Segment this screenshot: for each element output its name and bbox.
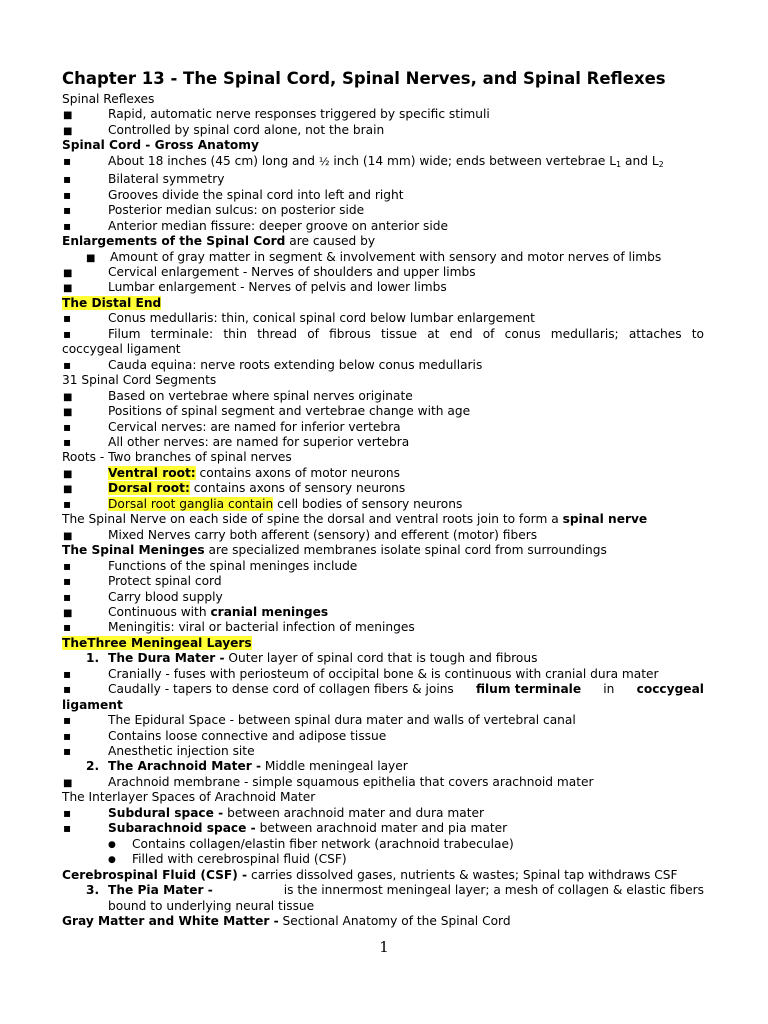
square-bullet-icon: ■ xyxy=(63,530,73,542)
list-item: ■ Rapid, automatic nerve responses triggered by specific stimuli xyxy=(62,107,704,122)
small-bullet-icon: ▪ xyxy=(63,172,72,187)
section-heading: Cerebrospinal Fluid (CSF) - carries dissolved gases, nutrients & wastes; Spinal tap withdraws CSF xyxy=(62,867,678,882)
list-item: ▪ Anterior median fissure: deeper groove on anterior side xyxy=(63,218,449,233)
square-bullet-icon: ■ xyxy=(63,777,73,789)
round-bullet-icon: ● xyxy=(108,855,116,866)
list-item: ▪ The Epidural Space - between spinal dura mater and walls of vertebral canal xyxy=(63,713,576,728)
numbered-item: 1. The Dura Mater - Outer layer of spinal cord that is tough and fibrous xyxy=(86,651,538,666)
list-item: ▪ Cranially - fuses with periosteum of occipital bone & is continuous with cranial dura mater xyxy=(63,666,659,681)
numbered-item: 3. The Pia Mater - is the innermost meningeal layer; a mesh of collagen & elastic fibers xyxy=(86,883,704,898)
list-item: ▪ Cervical nerves: are named for inferior vertebra xyxy=(63,419,401,434)
small-bullet-icon: ▪ xyxy=(63,218,72,233)
list-item: ▪ Grooves divide the spinal cord into left and right xyxy=(63,187,404,202)
small-bullet-icon: ▪ xyxy=(63,589,72,604)
small-bullet-icon: ▪ xyxy=(63,558,72,573)
small-bullet-icon: ▪ xyxy=(63,821,72,836)
list-item: ▪ All other nerves: are named for superior vertebra xyxy=(63,434,410,449)
list-item-continuation: ligament xyxy=(62,697,123,712)
small-bullet-icon: ▪ xyxy=(63,574,72,589)
list-item-continuation: coccygeal ligament xyxy=(62,342,181,357)
list-item: ▪ Conus medullaris: thin, conical spinal cord below lumbar enlargement xyxy=(63,311,535,326)
list-item: ▪ Filum terminale: thin thread of fibrous tissue at end of conus medullaris; attaches to xyxy=(63,326,704,341)
section-heading: Roots - Two branches of spinal nerves xyxy=(62,450,292,465)
section-heading: The Interlayer Spaces of Arachnoid Mater xyxy=(62,790,316,805)
small-bullet-icon: ▪ xyxy=(63,434,72,449)
square-bullet-icon: ■ xyxy=(63,407,73,419)
small-bullet-icon: ▪ xyxy=(63,496,72,511)
list-item: ■ Dorsal root: contains axons of sensory neurons xyxy=(62,481,704,496)
list-item: ■ Mixed Nerves carry both afferent (sensory) and efferent (motor) fibers xyxy=(62,528,704,543)
sub-list-item: ● Filled with cerebrospinal fluid (CSF) xyxy=(62,852,704,867)
section-heading: Spinal Cord - Gross Anatomy xyxy=(62,138,259,153)
list-item: ■ Positions of spinal segment and vertebrae change with age xyxy=(62,404,704,419)
square-bullet-icon: ■ xyxy=(63,283,73,295)
list-item: ▪ Subarachnoid space - between arachnoid mater and pia mater xyxy=(63,821,508,836)
document-page xyxy=(62,68,704,929)
list-item: ■ Based on vertebrae where spinal nerves originate xyxy=(62,389,704,404)
numbered-item: 2. The Arachnoid Mater - Middle meningeal layer xyxy=(86,759,408,774)
small-bullet-icon: ▪ xyxy=(63,187,72,202)
small-bullet-icon: ▪ xyxy=(63,713,72,728)
square-bullet-icon: ■ xyxy=(63,125,73,137)
list-item: ▪ Dorsal root ganglia contain cell bodies of sensory neurons xyxy=(63,496,463,511)
list-item: ▪ Bilateral symmetry xyxy=(63,172,225,187)
section-heading: Gray Matter and White Matter - Sectional Anatomy of the Spinal Cord xyxy=(62,914,511,929)
list-item: ▪ Subdural space - between arachnoid mater and dura mater xyxy=(63,805,484,820)
small-bullet-icon: ▪ xyxy=(63,311,72,326)
small-bullet-icon: ▪ xyxy=(63,744,72,759)
list-item: ■ Controlled by spinal cord alone, not the brain xyxy=(62,123,704,138)
section-heading: TheThree Meningeal Layers xyxy=(62,635,252,650)
small-bullet-icon: ▪ xyxy=(63,805,72,820)
list-item: ▪ Meningitis: viral or bacterial infection of meninges xyxy=(63,620,415,635)
numbered-item-continuation: bound to underlying neural tissue xyxy=(108,898,315,913)
section-heading: The Spinal Nerve on each side of spine the dorsal and ventral roots join to form a spinal nerve xyxy=(62,512,648,527)
list-item: ■ Arachnoid membrane - simple squamous epithelia that covers arachnoid mater xyxy=(62,775,704,790)
list-item: ▪ Contains loose connective and adipose tissue xyxy=(63,728,387,743)
sub-list-item: ● Contains collagen/elastin fiber network (arachnoid trabeculae) xyxy=(62,837,704,852)
small-bullet-icon: ▪ xyxy=(63,153,72,168)
page-number: 1 xyxy=(379,938,389,956)
small-bullet-icon: ▪ xyxy=(63,620,72,635)
small-bullet-icon: ▪ xyxy=(63,203,72,218)
square-bullet-icon: ■ xyxy=(63,391,73,403)
round-bullet-icon: ● xyxy=(108,839,116,850)
list-item: ■ Cervical enlargement - Nerves of shoulders and upper limbs xyxy=(62,265,704,280)
square-bullet-icon: ■ xyxy=(86,252,96,264)
section-heading: Enlargements of the Spinal Cord are caused by xyxy=(62,234,376,249)
list-item: ■ Amount of gray matter in segment & involvement with sensory and motor nerves of limbs xyxy=(62,250,704,265)
square-bullet-icon: ■ xyxy=(63,484,73,496)
square-bullet-icon: ■ xyxy=(63,110,73,122)
list-item: ▪ Caudally - tapers to dense cord of collagen fibers & joins filum terminale in coccygeal xyxy=(63,682,704,697)
section-heading: The Distal End xyxy=(62,295,162,310)
section-heading: The Spinal Meninges are specialized membranes isolate spinal cord from surroundings xyxy=(62,543,607,558)
list-item: ▪ Anesthetic injection site xyxy=(63,744,255,759)
small-bullet-icon: ▪ xyxy=(63,326,72,341)
list-item: ■ Ventral root: contains axons of motor neurons xyxy=(62,466,704,481)
list-item: ■ Continuous with cranial meninges xyxy=(62,605,704,620)
small-bullet-icon: ▪ xyxy=(63,728,72,743)
small-bullet-icon: ▪ xyxy=(63,682,72,697)
section-heading: 31 Spinal Cord Segments xyxy=(62,373,217,388)
section-heading: Spinal Reflexes xyxy=(62,92,155,106)
list-item: ▪ Cauda equina: nerve roots extending below conus medullaris xyxy=(63,357,483,372)
square-bullet-icon: ■ xyxy=(63,468,73,480)
list-item: ▪ Posterior median sulcus: on posterior side xyxy=(63,203,365,218)
list-item: ▪ About 18 inches (45 cm) long and ½ inch (14 mm) wide; ends between vertebrae $L_1$ and $L_2$ xyxy=(63,153,664,169)
small-bullet-icon: ▪ xyxy=(63,666,72,681)
small-bullet-icon: ▪ xyxy=(63,419,72,434)
square-bullet-icon: ■ xyxy=(63,267,73,279)
chapter-title: Chapter 13 - The Spinal Cord, Spinal Nerves, and Spinal Reflexes xyxy=(62,69,666,88)
list-item: ▪ Functions of the spinal meninges include xyxy=(63,558,358,573)
list-item: ▪ Protect spinal cord xyxy=(63,574,222,589)
list-item: ▪ Carry blood supply xyxy=(63,589,223,604)
small-bullet-icon: ▪ xyxy=(63,357,72,372)
square-bullet-icon: ■ xyxy=(63,607,73,619)
list-item: ■ Lumbar enlargement - Nerves of pelvis and lower limbs xyxy=(62,280,704,295)
